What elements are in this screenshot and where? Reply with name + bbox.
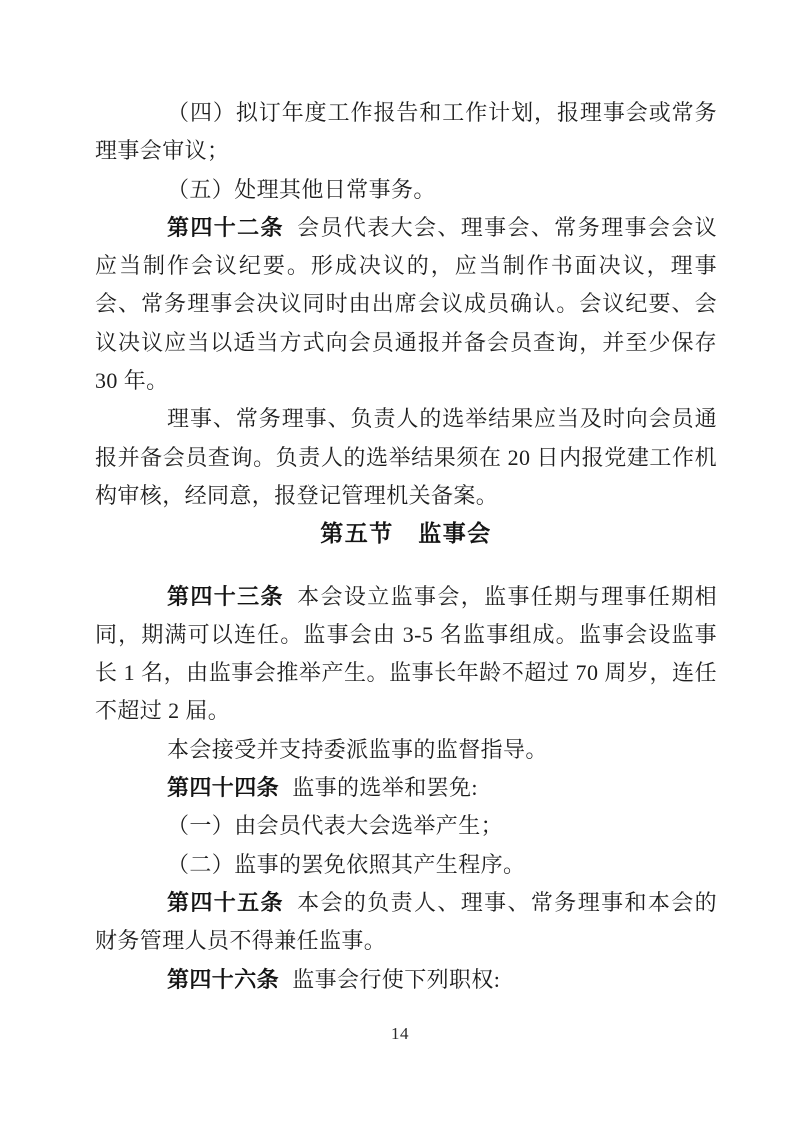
document-body [95,94,717,999]
election-result-paragraph [95,400,717,515]
paragraph-text: 本会接受并支持委派监事的监督指导。 [167,736,548,762]
paragraph-text: 本会的负责人、理事、常务理事和本会的财务管理人员不得兼任监事。 [95,889,717,954]
paragraph-text: 理事、常务理事、负责人的选举结果应当及时向会员通报并备会员查询。负责人的选举结果须在 20 日内报党建工作机构审核，经同意，报登记管理机关备案。 [95,406,717,508]
clause-item-2 [95,846,717,884]
clause-item-4 [95,94,717,171]
article-46-paragraph [95,961,717,999]
paragraph-text: （四）拟订年度工作报告和工作计划，报理事会或常务理事会审议； [95,100,717,164]
paragraph-text: 会员代表大会、理事会、常务理事会会议应当制作会议纪要。形成决议的，应当制作书面决议，理事会、常务理事会决议同时由出席会议成员确认。会议纪要、会议决议应当以适当方式向会员通报并备会员查询，并至少保存 30 年。 [95,214,717,394]
article-43-paragraph [95,578,717,731]
clause-item-1 [95,807,717,845]
article-45-paragraph [95,884,717,961]
paragraph-text: （二）监事的罢免依照其产生程序。 [167,851,526,877]
article-number: 第四十四条 [167,775,280,801]
paragraph-text: 监事的选举和罢免: [292,775,478,801]
supervision-guidance-paragraph [95,731,717,769]
paragraph-text: 监事会行使下列职权: [292,966,501,992]
paragraph-text: （五）处理其他日常事务。 [167,176,436,202]
clause-item-5 [95,171,717,209]
article-42-paragraph [95,209,717,400]
article-number: 第四十三条 [167,583,284,609]
article-number: 第四十二条 [167,214,284,240]
paragraph-text: （一）由会员代表大会选举产生； [167,813,504,839]
article-number: 第四十五条 [167,889,284,915]
article-44-paragraph [95,769,717,807]
article-number: 第四十六条 [167,966,280,992]
paragraph-text: 本会设立监事会，监事任期与理事任期相同，期满可以连任。监事会由 3-5 名监事组成。监事会设监事长 1 名，由监事会推举产生。监事长年龄不超过 70 周岁，连任不超过 2 届。 [95,583,717,724]
section-5-heading: 第五节 监事会 [320,521,492,547]
page-number: 14 [391,1024,409,1043]
